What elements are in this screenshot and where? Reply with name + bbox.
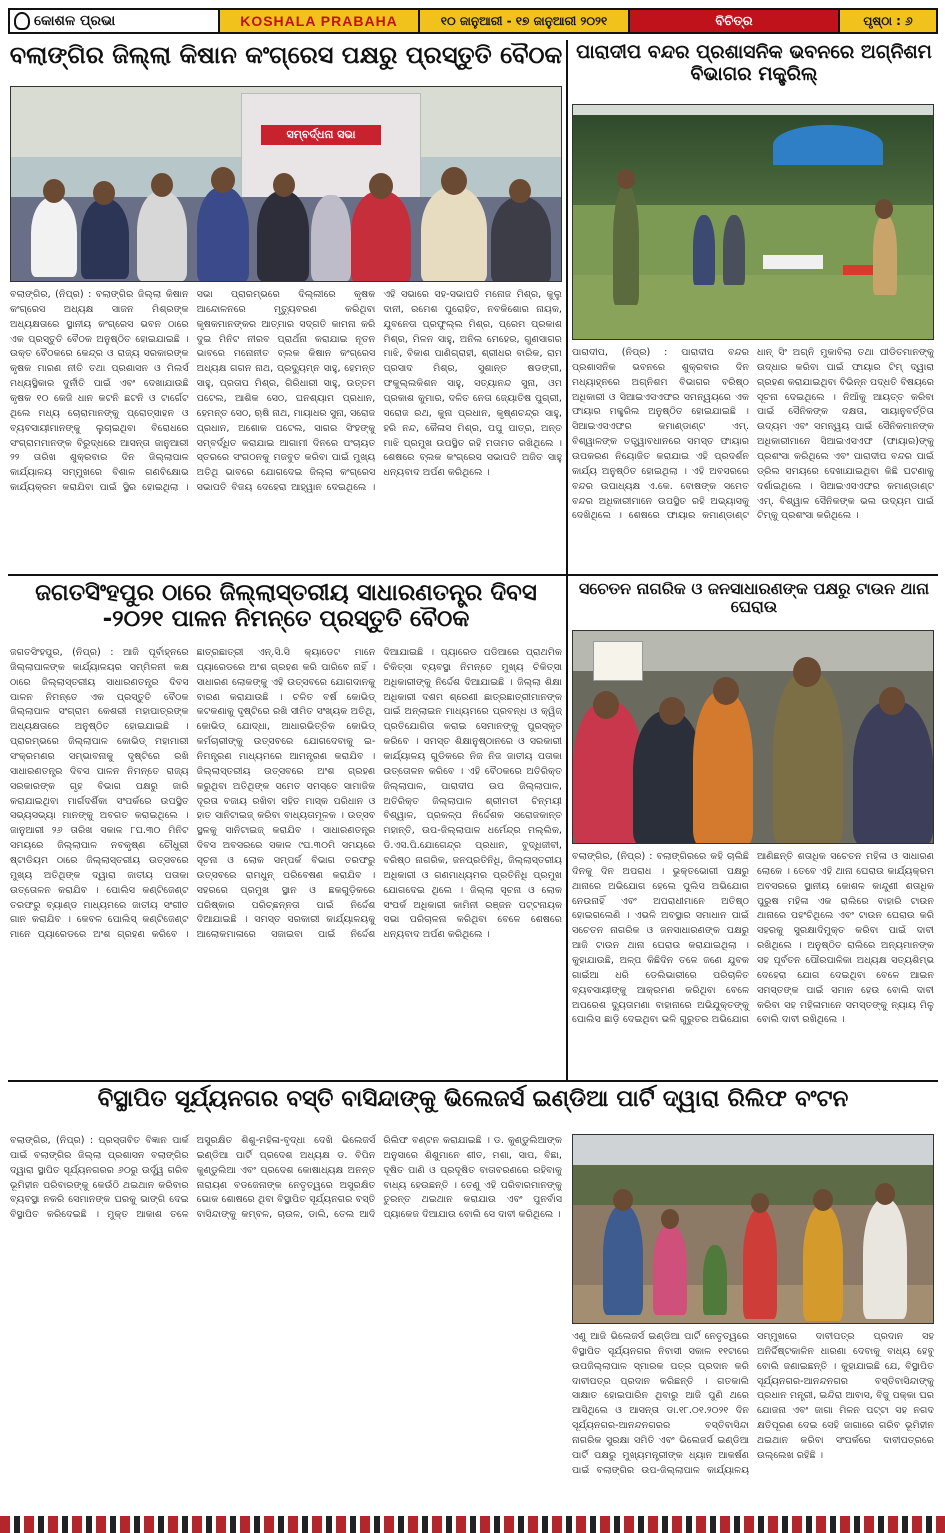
story3-headline: ଜଗତସିଂହପୁର ଠାରେ ଜିଲ୍ଲାସ୍ତରୀୟ ସାଧାରଣତନ୍ତ୍ର ଦିବସ -୨୦୨୧ ପାଳନ ନିମନ୍ତେ ପ୍ରସ୍ତୁତି ବୈଠକ	[35, 580, 537, 633]
divider	[566, 574, 938, 576]
footer-border	[0, 1516, 945, 1533]
divider	[8, 574, 566, 576]
story3-body: ଜଗତସିଂହପୁର, (ନିପ୍ର) : ଆଜି ପୂର୍ବାହ୍ନରେ ଜିଲ୍ଲାପାଳଙ୍କ କାର୍ଯ୍ୟାଳୟର ସମ୍ମିଳନୀ କକ୍ଷ ଠାରେ ଜିଲ୍ଲାସ୍ତରୀୟ ସାଧାରଣତନ୍ତ୍ର ଦିବସ ପାଳନ ନିମନ୍ତେ ଏକ ପ୍ରସ୍ତୁତି ବୈଠକ ଜିଲ୍ଲାପାଳ ସଂଗ୍ରାମ କେଶରୀ ମହାପାତ୍ରଙ୍କ ଅଧ୍ୟକ୍ଷତାରେ ଅନୁଷ୍ଠିତ ହୋଇଯାଇଛି । ପ୍ରାରମ୍ଭରେ ଜିଲ୍ଲାପାଳ କୋଭିଡ୍ ମହାମାରୀ ସଂକ୍ରମଣର ସମ୍ଭାବନାକୁ ଦୃଷ୍ଟିରେ ରଖି ସାଧାରଣତନ୍ତ୍ର ଦିବସ ପାଳନ ନିମନ୍ତେ ରାଜ୍ୟ ସରକାରଙ୍କ ଗୃହ ବିଭାଗ ପକ୍ଷରୁ ଜାରି କରାଯାଇଥିବା ମାର୍ଗଦର୍ଶିକା ସଂପର୍କରେ ଉପସ୍ଥିତ ସଭ୍ୟସଭ୍ୟା ମାନଙ୍କୁ ଅବଗତ କରାଇଥିଲେ । ଜାନୁଆରୀ ୨୬ ତାରିଖ ସକାଳ ୮ଘ.୩୦ ମିନିଟ ସମୟରେ ଜିଲ୍ଲାପାଳ ନବକୃଷ୍ଣ ଚୌଧୁରୀ ଷ୍ଟାଡିୟମ ଠାରେ ଜିଲ୍ଲାସ୍ତରୀୟ ଉତ୍ସବରେ ମୁଖ୍ୟ ଅତିଥିଙ୍କ ଦ୍ୱାରା ଜାତୀୟ ପତାକା ଉତ୍ତୋଳନ କରାଯିବ । ପୋଲିସ କଣ୍ଟିଜେଣ୍ଟ ତରଫରୁ ବ୍ୟାଣ୍ଡ ମାଧ୍ୟମରେ ଜାତୀୟ ସଂଗୀତ ଗାନ କରାଯିବ । କେବଳ ପୋଲିସ୍ କଣ୍ଟିଜେଣ୍ଟ ମାନେ ପ୍ୟାରେଡରେ ଅଂଶ ଗ୍ରହଣ କରିବେ । ଛାତ୍ରଛାତ୍ରୀ ଏନ୍.ସି.ସି କ୍ୟାଡେଟ ମାନେ ପ୍ୟାରେଡରେ ଅଂଶ ଗ୍ରହଣ କରି ପାରିବେ ନାହିଁ । ସାଧାରଣ ଲୋକଙ୍କୁ ଏହି ଉତ୍ସବରେ ଯୋଗଦାନକୁ ବାରଣ କରାଯାଉଛି । ଚଳିତ ବର୍ଷ କୋଭିଡ୍ କଟକଣାକୁ ଦୃଷ୍ଟିରେ ରଖି ସୀମିତ ସଂଖ୍ୟକ ଅତିଥି, କୋଭିଡ୍ ଯୋଦ୍ଧା, ଆଧାରଭିତ୍ତିକ କୋଭିଡ୍ କର୍ମଚାରୀଙ୍କୁ ଉତ୍ସବରେ ଯୋଗଦେବାକୁ ଇ-ନିମନ୍ତ୍ରଣ ମାଧ୍ୟମରେ ଆମନ୍ତ୍ରଣ କରାଯିବ । ଜିଲ୍ଲାସ୍ତରୀୟ ଉତ୍ସବରେ ଅଂଶ ଗ୍ରହଣ କରୁଥିବା ଅତିଥିଙ୍କ ସମେତ ସମସ୍ତେ ସାମାଜିକ ଦୂରତା ବଜାୟ ରଖିବା ସହିତ ମାସ୍କ ପରିଧାନ ଓ ହାତ ସାନିଟାଇଜ୍ କରିବା ବାଧ୍ୟତାମୂଳକ । ଉତ୍ସବ ସ୍ଥଳକୁ ସାନିଟାଇଜ୍ କରାଯିବ । ସାଧାରଣତନ୍ତ୍ର ଦିବସ ଅବସରରେ ସକାଳ ୯ଘ.୩୦ମି ସମୟରେ ସୂଚନା ଓ ଲୋକ ସମ୍ପର୍କ ବିଭାଗ ତରଫରୁ ଉତ୍ସବରେ ରାମଧୁନ୍ ପରିବେଷଣ କରାଯିବ । ସହରରେ ପ୍ରମୁଖ ସ୍ଥାନ ଓ ଛକଗୁଡ଼ିକରେ ପରିଷ୍କାର ପରିଚ୍ଛନ୍ନତା ପାଇଁ ନିର୍ଦ୍ଦେଶ ଦିଆଯାଇଛି । ସମସ୍ତ ସରକାରୀ କାର୍ଯ୍ୟାଳୟକୁ ଆଲୋକମାଳାରେ ସଜାଇବା ପାଇଁ ନିର୍ଦ୍ଦେଶ ଦିଆଯାଇଛି । ପ୍ୟାରେଡ ପଡିଆରେ ପ୍ରାଥମିକ ଚିକିତ୍ସା ବ୍ୟବସ୍ଥା ନିମନ୍ତେ ମୁଖ୍ୟ ଚିକିତ୍ସା ଅଧିକାରୀଙ୍କୁ ନିର୍ଦ୍ଦେଶ ଦିଆଯାଇଛି । ଜିଲ୍ଲା ଶିକ୍ଷା ଅଧିକାରୀ ଦଶମ ଶ୍ରେଣୀ ଛାତ୍ରଛାତ୍ରୀମାନଙ୍କ ପାଇଁ ଅନ୍‌ଲାଇନ ମାଧ୍ୟମରେ ପ୍ରବନ୍ଧ ଓ କ୍ୱିଜ୍ ପ୍ରତିଯୋଗିତା କରାଇ ସେମାନଙ୍କୁ ପୁରସ୍କୃତ କରିବେ । ସମସ୍ତ ଶିକ୍ଷାନୁଷ୍ଠାନରେ ଓ ସରକାରୀ କାର୍ଯ୍ୟାଳୟ ଗୁଡିକରେ ନିଜ ନିଜ ଜାତୀୟ ପତାକା ଉତ୍ତୋଳନ କରିବେ । ଏହି ବୈଠକରେ ଅତିରିକ୍ତ ଜିଲ୍ଲାପାଳ, ପାରାଦୀପ ଉପ ଜିଲ୍ଲାପାଳ, ଅତିରିକ୍ତ ଜିଲ୍ଲାପାଳ ଶ୍ରୀମତୀ ଚିନ୍ମୟୀ ବିଶ୍ୱାଳ, ପ୍ରକଳ୍ପ ନିର୍ଦ୍ଦେଶକ ସରୋଜକାନ୍ତ ମହାନ୍ତି, ଉପ-ଜିଲ୍ଲାପାଳ ଧର୍ମେନ୍ଦ୍ର ମଲ୍ଲିକ, ଡି.ଏସ.ପି.ଯୋଗେନ୍ଦ୍ର ପ୍ରଧାନ, ବୁଦ୍ଧିଜୀବୀ, ବରିଷ୍ଠ ନାଗରିକ, ଜନପ୍ରତିନିଧି, ଜିଲ୍ଲାସ୍ତରୀୟ ଅଧିକାରୀ ଓ ଗଣମାଧ୍ୟମର ପ୍ରତିନିଧି ପ୍ରମୁଖ ଯୋଗଦେଇ ଥିଲେ । ଜିଲ୍ଲା ସୂଚନା ଓ ଲୋକ ସଂପର୍କ ଅଧିକାରୀ କାମିନୀ ରଞ୍ଜନ ପଟ୍ଟନାୟକ ସଭା ପରିଚାଳନା କରିଥିବା ବେଳେ ଶେଷରେ ଧନ୍ୟବାଦ ଅର୍ପଣ କରିଥିଲେ ।	[10, 647, 562, 941]
emblem-icon	[14, 12, 30, 30]
logo-text: କୋଶଳ ପ୍ରଭା	[34, 13, 116, 29]
issue-dates: ୧୦ ଜାନୁଆରୀ - ୧୭ ଜାନୁଆରୀ ୨୦୨୧	[420, 10, 630, 32]
story1-headline: ବଲାଙ୍ଗିର ଜିଲ୍ଲା କିଷାନ କଂଗ୍ରେସ ପକ୍ଷରୁ ପ୍ରସ୍ତୁତି ବୈଠକ	[9, 41, 563, 69]
story1-photo	[10, 86, 562, 282]
story5-body-left: ବଲାଙ୍ଗିର, (ନିପ୍ର) : ପ୍ରସ୍ତାବିତ ବିଜ୍ଞାନ ପାର୍କ ପାଇଁ ବଲାଙ୍ଗିର ଜିଲ୍ଲା ପ୍ରଶାସନ ବଲାଙ୍ଗିର ଦ୍ୱାରା ସ୍ଥାପିତ ସୂର୍ଯ୍ୟନଗରର ୬୦ରୁ ଉର୍ଦ୍ଧ୍ୱ ଗରିବ ଭୂମିହୀନ ପରିବାରଙ୍କୁ କେଉଁଠି ଥଇଥାନ କରିବାର ବ୍ୟବସ୍ଥା ନକରି ସେମାନଙ୍କ ଘରକୁ ଭାଙ୍ଗି ଦେଇ ବିସ୍ଥାପିତ କରିଦେଇଛି । ମୁକ୍ତ ଆକାଶ ତଳେ ଅସୁରକ୍ଷିତ ଶିଶୁ-ମହିଳା-ବୃଦ୍ଧା ଦେଖି ଭିଲେଜର୍ସ ଇଣ୍ଡିଆ ପାର୍ଟି ପ୍ରଦେଶ ଅଧ୍ୟକ୍ଷ ଡ. ବିପିନ କୁଣ୍ଡୁଲିଆ ଏବଂ ପ୍ରଦେଶ କୋଷାଧ୍ୟକ୍ଷ ଅନନ୍ତ ନାରାୟଣ ବଡଜେନାଙ୍କ ନେତୃତ୍ୱରେ ଅସୁରକ୍ଷିତ ଭୋକ ଶୋଷରେ ଥିବା ବିସ୍ଥାପିତ ସୂର୍ଯ୍ୟନଗର ବସ୍ତି ବାସିନ୍ଦାଙ୍କୁ କମ୍ବଳ, ଚାଉଳ, ଡାଲି, ତେଲ ଆଦି ରିଲିଫ ବଣ୍ଟନ କରାଯାଇଛି । ଡ. କୁଣ୍ଡୁଲିଆଙ୍କ ଅନୁସାରେ ଶିଶୁମାନେ ଶୀତ, ମଶା, ସାପ, ବିଛା, ଦୂଷିତ ପାଣି ଓ ପ୍ରଦୂଷିତ ବାତାବରଣରେ ରହିବାକୁ ବାଧ୍ୟ ହେଉଛନ୍ତି । ତେଣୁ ଏହି ପରିବାରମାନଙ୍କୁ ତୁରନ୍ତ ଥଇଥାନ କରାଯାଉ ଏବଂ ପୁନର୍ବାସ ପ୍ୟାକେଜ ଦିଆଯାଉ ବୋଲି ସେ ଦାବୀ କରିଥିଲେ ।	[10, 1135, 562, 1221]
story2-photo	[572, 104, 934, 340]
story4-body: ବଲାଙ୍ଗିର, (ନିପ୍ର) : ବଲାଙ୍ଗିରରେ କହି ଚାଲିଛି ଦିନକୁ ଦିନ ଅପରାଧ । ଭୁକ୍ତଭୋଗୀ ପକ୍ଷରୁ ଥାନାରେ ଅଭିଯୋଗ ହେଲେ ପୁଲିସ ଅଭିଯୋଗ ନେଉନାହିଁ ଏବଂ ଅପରାଧୀମାନେ ଅତିଷ୍ଠ ହୋଇଗଲେଣି । ଏଭଳି ଅବସ୍ଥାର ସମାଧାନ ପାଇଁ ସଚେତନ ନାଗରିକ ଓ ଜନସାଧାରଣଙ୍କ ପକ୍ଷରୁ ଆଜି ଟାଉନ ଥାନା ଘେରାଉ କରାଯାଇଥିଲା । କୁହାଯାଉଛି, ଅଳ୍ପ କିଛିଦିନ ତଳେ ଜଣେ ଯୁବକ ଗାଇଁଆ ଧରି ଡେଲିଭାରୀରେ ପରିଚାଳିତ ବ୍ୟବସାୟୀଙ୍କୁ ଆକ୍ରମଣ କରିଥିବା ବେଳେ ଅପରେଶ ଦ୍ୟୁତାମଣା ବାହାନାରେ ଅଭିଯୁକ୍ତଙ୍କୁ ପୋଲିସ ଛାଡ଼ି ଦେଇଥିବା ଭଳି ଗୁରୁତର ଅଭିଯୋଗ ଆଣିଛନ୍ତି ଶତାଧିକ ସଚେତନ ମହିଳା ଓ ସାଧାରଣ ଲୋକେ । ତେବେ ଏହି ଥାନା ଘେରାଉ କାର୍ଯ୍ୟକ୍ରମ ଅବସରରେ ସ୍ଥାନୀୟ କୋଶଳ କାନ୍ଦୁଣୀ ଶତାଧିକ ପୁରୁଷ ମହିଳା ଏକ ରାଲିରେ ବାହାରି ଟାଉନ ଥାନାରେ ପହଂଚିଥିଲେ ଏବଂ ଟାଉନ ଘେରାଉ କରି ସହରକୁ ସୁରକ୍ଷାଦିମୁକ୍ତ କରିବା ପାଇଁ ଦାବୀ ରଖିଥିଲେ । ଅନୁଷ୍ଠିତ ରାଲିରେ ଅନ୍ୟମାନଙ୍କ ସହ ପୂର୍ବତନ ପୌରପାଳିକା ଅଧ୍ୟକ୍ଷ ସତ୍ୟଶିମ୍ଭ ଦେହେରା ଯୋଗ ଦେଇଥିବା ବେଳେ ଆଇନ ସମସ୍ତଙ୍କ ପାଇଁ ସମାନ ହେଉ ବୋଲି ଦାବୀ କରିବା ସହ ମହିଳାମାନେ ସମସ୍ତଙ୍କୁ ନ୍ୟାୟ ମିଳୁ ବୋଲି ଦାବୀ ରଖିଥିଲେ ।	[572, 851, 934, 1026]
story4-headline: ସଚେତନ ନାଗରିକ ଓ ଜନସାଧାରଣଙ୍କ ପକ୍ଷରୁ ଟାଉନ ଥାନା ଘେରାଉ	[578, 579, 930, 617]
story2-headline: ପାରାଦୀପ ବନ୍ଦର ପ୍ରଶାସନିକ ଭବନରେ ଅଗ୍ନିଶମ ବିଭାଗର ମକ୍ଡ୍ରିଲ୍	[576, 41, 932, 85]
story2-body: ପାରାଦୀପ, (ନିପ୍ର) : ପାରାଦୀପ ବନ୍ଦର ପ୍ରଶାସନିକ ଭବନରେ ଶୁକ୍ରବାର ଦିନ ମଧ୍ୟାହ୍ନରେ ଅଗ୍ନିଶମ ବିଭାଗର ବରିଷ୍ଠ ଅଧିକାରୀ ଓ ସିଆଇଏସଏଫର ସମନ୍ୱୟରେ ଏକ ଫାୟାର ମକ୍ଡ୍ରିଲ ଅନୁଷ୍ଠିତ ହୋଇଯାଇଛି । ସିଆଇଏସଏଫର କମାଣ୍ଡାଣ୍ଟ ଏମ୍. ବିଶ୍ୱାଳଙ୍କ ତତ୍ତ୍ୱାବଧାନରେ ସମସ୍ତ ଫାୟାର ଉପକରଣ ନିୟୋଜିତ କରାଯାଇ ଏହି ପ୍ରଦର୍ଶନ କାର୍ଯ୍ୟ ଅନୁଷ୍ଠିତ ହୋଇଥିଲା । ଏହି ଅବସରରେ ବନ୍ଦର ଉପାଧ୍ୟକ୍ଷ ଏ.କେ. ବୋଷଙ୍କ ସମେତ ବନ୍ଦର ଅଧିକାରୀମାନେ ଉପସ୍ଥିତ ରହି ଅଭ୍ୟାସକୁ ଦେଖିଥିଲେ । ଶେଷରେ ଫାୟାର କମାଣ୍ଡାଣ୍ଟ ଧାନ୍ ସିଂ ଅଗ୍ନି ମୁକାବିଲା ତଥା ପୀଡିତମାନଙ୍କୁ ଉଦ୍ଧାର କରିବା ପାଇଁ ଫାୟାର ଟିମ୍ ଦ୍ୱାରା ଗ୍ରହଣ କରାଯାଇଥିବା ବିଭିନ୍ନ ପଦ୍ଧତି ବିଷୟରେ ସୂଚନା ଦେଇଥିଲେ । ନିଆଁକୁ ଆୟତ୍ତ କରିବା ପାଇଁ ସୈନିକଙ୍କ ଦକ୍ଷତା, ସାୟାନୁବର୍ତ୍ତିତା ଉଦ୍ୟମ ଏବଂ ସମନ୍ୱୟ ପାଇଁ ସୈନିକମାନଙ୍କ ଅଧିକାରୀମାନେ ସିଆଇଏସଏଫ (ଫାୟାର)ଙ୍କୁ ପ୍ରଶଂସା କରିଥିଲେ ଏବଂ ପାରାଦୀପ ବନ୍ଦର ପାଇଁ ଡ୍ରିଲ ସମୟରେ ଦେଖାଯାଇଥିବା କିଛି ଘଟଣାକୁ ଦର୍ଶାଇଥିଲେ । ସିଆଇଏସଏଫର କମାଣ୍ଡାଣ୍ଟ ଏମ୍. ବିଶ୍ୱାଳ ସୈନିକଙ୍କ ଭଲ ଉଦ୍ୟମ ପାଇଁ ଟିମ୍କୁ ପ୍ରଶଂସା କରିଥିଲେ ।	[572, 347, 934, 522]
story5-photo	[572, 1134, 934, 1324]
divider	[8, 1080, 938, 1082]
newspaper-logo	[10, 10, 220, 32]
page-number: ପୃଷ୍ଠା : ୬	[840, 10, 936, 32]
story1-body: ବଲାଙ୍ଗିର, (ନିପ୍ର) : ବଲାଙ୍ଗିର ଜିଲ୍ଲା କିଷାନ କଂଗ୍ରେସ ଅଧ୍ୟକ୍ଷ ସାଜନ ମିଶ୍ରଙ୍କ ଅଧ୍ୟକ୍ଷତାରେ ସ୍ଥାନୀୟ କଂଗ୍ରେସ ଭବନ ଠାରେ ଏକ ପ୍ରସ୍ତୁତି ବୈଠକ ଅନୁଷ୍ଠିତ ହୋଇଯାଇଛି । ଉକ୍ତ ବୈଠକରେ କେନ୍ଦ୍ର ଓ ରାଜ୍ୟ ସରକାରଙ୍କ କୃଷକ ମାରଣ ନୀତି ତଥା ପ୍ରଶାସନ ଓ ମିଲର୍ସ ମଧ୍ୟସ୍ଥିକାର ଦୁର୍ନୀତି ପାଇଁ ଏବଂ ଦେଖାଯାଉଛି କୃଷକ ୧୦ କେଜି ଧାନ କଟନି ଛଟନି ଓ ଟାର୍ଗେଟ ଥିଲେ ମଧ୍ୟ ଚୋରାମାନଙ୍କୁ ପ୍ରୋତ୍ସାହନ ଓ ବ୍ୟବସାୟୀମାନଙ୍କୁ ଲୁଚାଇଥିବା ବିରୋଧରେ ସଂଗ୍ରାମମାନଙ୍କ ବିରୁଦ୍ଧରେ ଆସନ୍ତା ଜାନୁଆରୀ ୨୨ ତାରିଖ ଶୁକ୍ରବାର ଦିନ ଜିଲ୍ଲାପାଳ କାର୍ଯ୍ୟାଳୟ ସମ୍ମୁଖରେ ବିଶାଳ ଗଣବିକ୍ଷୋଭ କାର୍ଯ୍ୟକ୍ରମ କରାଯିବା ପାଇଁ ସ୍ଥିର ହୋଇଥିଲା । ସଭା ପ୍ରାରମ୍ଭରେ ଦିଲ୍ଲୀରେ କୃଷକ ଆନ୍ଦୋଳନରେ ମୃତ୍ୟୁବରଣ କରିଥିବା କୃଷକମାନଙ୍କର ଆତ୍ମାର ସଦ୍ଗତି କାମନା କରି ଦୁଇ ମିନିଟ ନୀରବ ପ୍ରାର୍ଥନା କରାଯାଇ ନୂତନ ଭାବରେ ମନୋନୀତ ବ୍ଲକ କିଷାନ କଂଗ୍ରେସ ଅଧ୍ୟକ୍ଷ ଗଗନ ନାଥ, ପ୍ରଦ୍ୟୁମ୍ନ ସାହୁ, ହେମନ୍ତ ସାହୁ, ପ୍ରତାପ ମିଶ୍ର, ଗିରିଧାରୀ ସାହୁ, ଉତ୍ତମ ପଟେଲ, ଆଶିକ ସେଠ, ଘନଶ୍ୟାମ ପ୍ରଧାନ, ହେମନ୍ତ ସେଠ, ଋଷି ନାଥ, ମାୟାଧର ସୁନା, ସରୋଜ ପ୍ରଧାନ, ଅଶୋକ ପଟେଲ, ସାଗର ସିଂହଙ୍କୁ ସମ୍ବର୍ଦ୍ଧିତ କରାଯାଇ ଆଗାମୀ ଦିନରେ ପଂଚାୟତ ସ୍ତରରେ ସଂଗଠନକୁ ମଜବୁତ କରିବା ପାଇଁ ମୁଖ୍ୟ ଅତିଥି ଭାବରେ ଯୋଗଦେଇ ଜିଲ୍ଲା କଂଗ୍ରେସ ସଭାପତି ବିଜୟ ଦେହେରା ଆହ୍ୱାନ ଦେଇଥିଲେ । ଏହି ସଭାରେ ସହ-ସଭାପତି ମନୋଜ ମିଶ୍ର, କୁଲୁ ଦାନୀ, ରମେଶ ପୁରୋହିତ, ନବକିଶୋର ନାୟକ, ଯୁବନେତା ପ୍ରଫୁଲ୍ଲ ମିଶ୍ର, ପ୍ରେମ ପ୍ରକାଶ ମିଶ୍ର, ମିଳନ ସାହୁ, ଅନିଲ ମେହେର, ଗୁଣସାଗର ମାଝି, ବିକାଶ ପାଣିଗ୍ରାହୀ, ଶ୍ରୀଧର ବାରିକ, ରାମ ପ୍ରସାଦ ମିଶ୍ର, ସୁଶାନ୍ତ ଷଡଙ୍ଗୀ, ଫକୁଲ୍ଲକିଶନ ସାହୁ, ସତ୍ୟାନନ୍ଦ ସୁନା, ଓମ ପ୍ରକାଶ କୁମାର, ଦଳିତ ନେତା ଜ୍ୟୋତିଷ ପୁଗ୍ରୀ, ସରୋଜ ରଥ, କୁନା ପ୍ରଧାନ, କୃଷ୍ଣଚନ୍ଦ୍ର ସାହୁ, ହରି ନନ୍ଦ, କୈଳାସ ମିଶ୍ର, ପପୁ ପାତ୍ର, ଅନ୍ତ ମାଝି ପ୍ରମୁଖ ଉପସ୍ଥିତ ରହି ମତାମତ ରଖିଥିଲେ । ଶେଷରେ ବ୍ଲକ କଂଗ୍ରେସ ସଭାପତି ଅଜିତ ସାହୁ ଧନ୍ୟବାଦ ଅର୍ପଣ କରିଥିଲେ ।	[10, 289, 562, 494]
newspaper-name: KOSHALA PRABAHA	[220, 10, 420, 32]
section-label: ବିଚିତ୍ର	[630, 10, 840, 32]
masthead	[8, 8, 938, 34]
meeting-banner: ସମ୍ବର୍ଦ୍ଧନା ସଭା	[261, 125, 381, 145]
story5-headline: ବିସ୍ଥାପିତ ସୂର୍ଯ୍ୟନଗର ବସ୍ତି ବାସିନ୍ଦାଙ୍କୁ ଭିଲେଜର୍ସ ଇଣ୍ଡିଆ ପାର୍ଟି ଦ୍ୱାରା ରିଲିଫ ବଂଟନ	[97, 1086, 849, 1112]
story5-body-right: ଏଣୁ ଆଜି ଭିଲେଜର୍ସ ଇଣ୍ଡିଆ ପାର୍ଟି ନେତୃତ୍ୱରେ ବିସ୍ଥାପିତ ସୂର୍ଯ୍ୟନଗର ନିବାସୀ ସକାଳ ୧୧ଟାରେ ଉପଜିଲ୍ଲାପାଳ ସ୍ମାରକ ପତ୍ର ପ୍ରଦାନ କରି ଦାବୀପତ୍ର ପ୍ରଦାନ କରିଛନ୍ତି । ଗତକାଲି ସାକ୍ଷାତ ହୋଇପାରିନ ଥିବାରୁ ଆଜି ପୁଣି ଥରେ ଆସିଥିଲେ ଓ ଆସନ୍ତା ଡା.୧୮.୦୧.୨୦୨୧ ଦିନ ସୂର୍ଯ୍ୟନଗର-ଆନନ୍ଦନଗରର ବସ୍ତିବାସିନ୍ଦା ନାଗରିକ ସୁରକ୍ଷା ସମିତି ଏବଂ ଭିଲେଜର୍ସ ଇଣ୍ଡିଆ ପାର୍ଟି ପକ୍ଷରୁ ମୁଖ୍ୟମନ୍ତ୍ରୀଙ୍କ ଧ୍ୟାନ ଆକର୍ଷଣ ପାଇଁ ବଲାଙ୍ଗିର ଉପ-ଜିଲ୍ଲାପାଳ କାର୍ଯ୍ୟାଳୟ ସମ୍ମୁଖରେ ଦାବୀପତ୍ର ପ୍ରଦାନ ସହ ଅନିର୍ଦ୍ଦିଷ୍ଟକାଳିନ ଧାରଣା ଦେବାକୁ ବାଧ୍ୟ ହେବୁ ବୋଲି ଜଣାଇଛନ୍ତି । କୁହାଯାଇଛି ଯେ, ବିସ୍ଥାପିତ ସୂର୍ଯ୍ୟନଗର-ଆନନ୍ଦନଗର ବସ୍ତିବାସିନ୍ଦାଙ୍କୁ ପ୍ରଧାନ ମନ୍ତ୍ରୀ, ଇନ୍ଦିରା ଆବାସ, ବିଜୁ ପକ୍କା ଘର ଯୋଜନା ଏବଂ ଜାଗା ମିଳନ ପଟ୍ଟା ସହ ନଗଦ କ୍ଷତିପୂରଣ ଦେଇ ସେହି ଜାଗାରେ ଗରିବ ଭୂମିହୀନ ଥଇଥାନ କରିବା ସଂପର୍କରେ ଦାବୀପତ୍ରରେ ଉଲ୍ଲେଖ ରହିଛି ।	[572, 1331, 934, 1476]
column-divider	[566, 40, 568, 1080]
story4-photo	[572, 630, 934, 844]
